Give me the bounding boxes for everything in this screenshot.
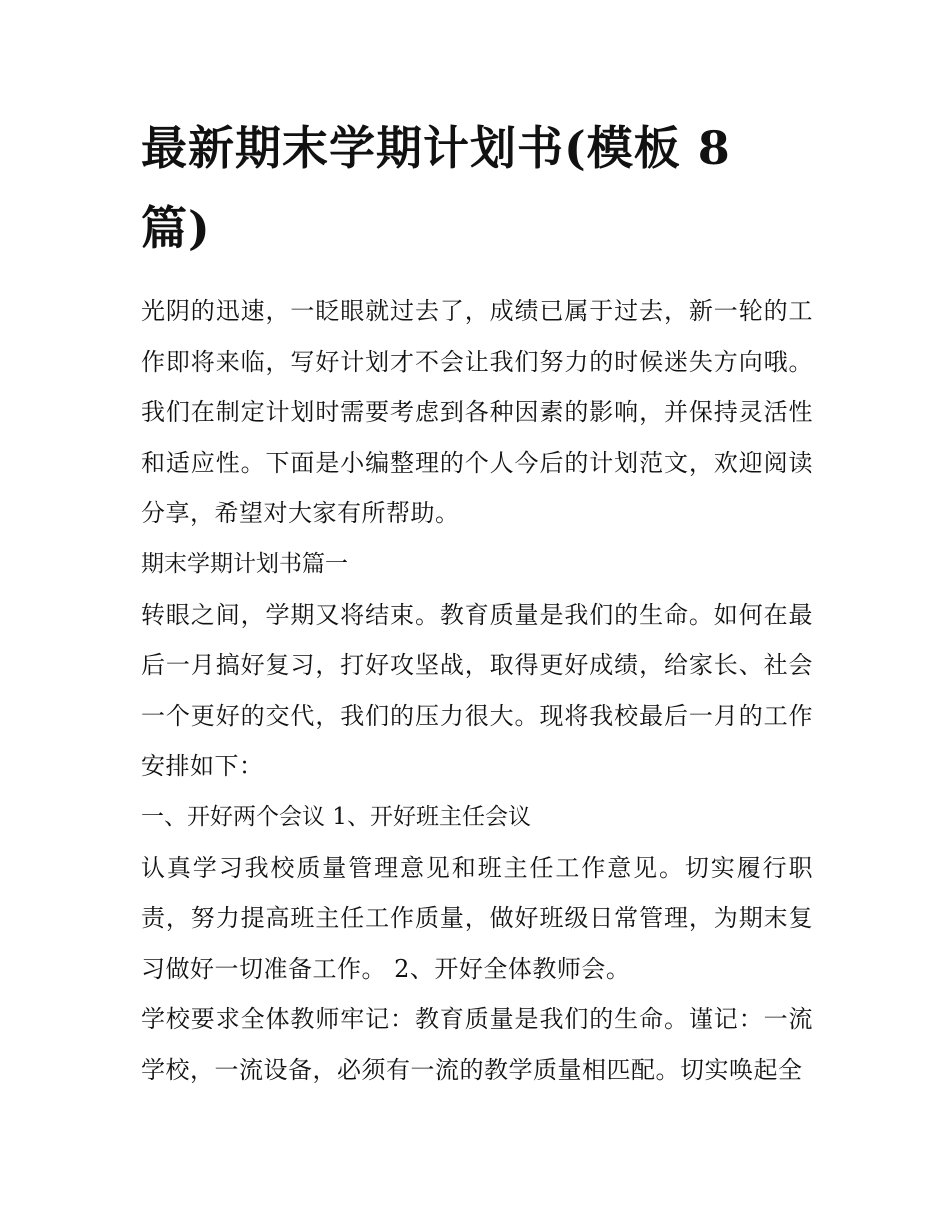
document-title: 最新期末学期计划书(模板 8 篇) <box>141 121 731 255</box>
body-paragraph-1: 转眼之间，学期又将结束。教育质量是我们的生命。如何在最后一月搞好复习，打好攻坚战，取得更好成绩，给家长、社会一个更好的交代，我们的压力很大。现将我校最后一月的工作安排如下： <box>141 600 813 781</box>
body-paragraph-3: 学校要求全体教师牢记：教育质量是我们的生命。谨记：一流学校，一流设备，必须有一流的教学质量相匹配。切实唤起全 <box>141 1005 813 1084</box>
intro-paragraph: 光阴的迅速，一眨眼就过去了，成绩已属于过去，新一轮的工作即将来临，写好计划才不会让我们努力的时候迷失方向哦。我们在制定计划时需要考虑到各种因素的影响，并保持灵活性和适应性。下面是小编整理的个人今后的计划范文，欢迎阅读分享，希望对大家有所帮助。 <box>141 297 813 528</box>
subheading-meetings: 一、开好两个会议 1、开好班主任会议 <box>141 803 531 830</box>
document-page <box>141 108 813 1096</box>
body-paragraph-2: 认真学习我校质量管理意见和班主任工作意见。切实履行职责，努力提高班主任工作质量，做好班级日常管理，为期末复习做好一切准备工作。 2、开好全体教师会。 <box>141 853 813 983</box>
section-heading: 期末学期计划书篇一 <box>141 550 348 577</box>
